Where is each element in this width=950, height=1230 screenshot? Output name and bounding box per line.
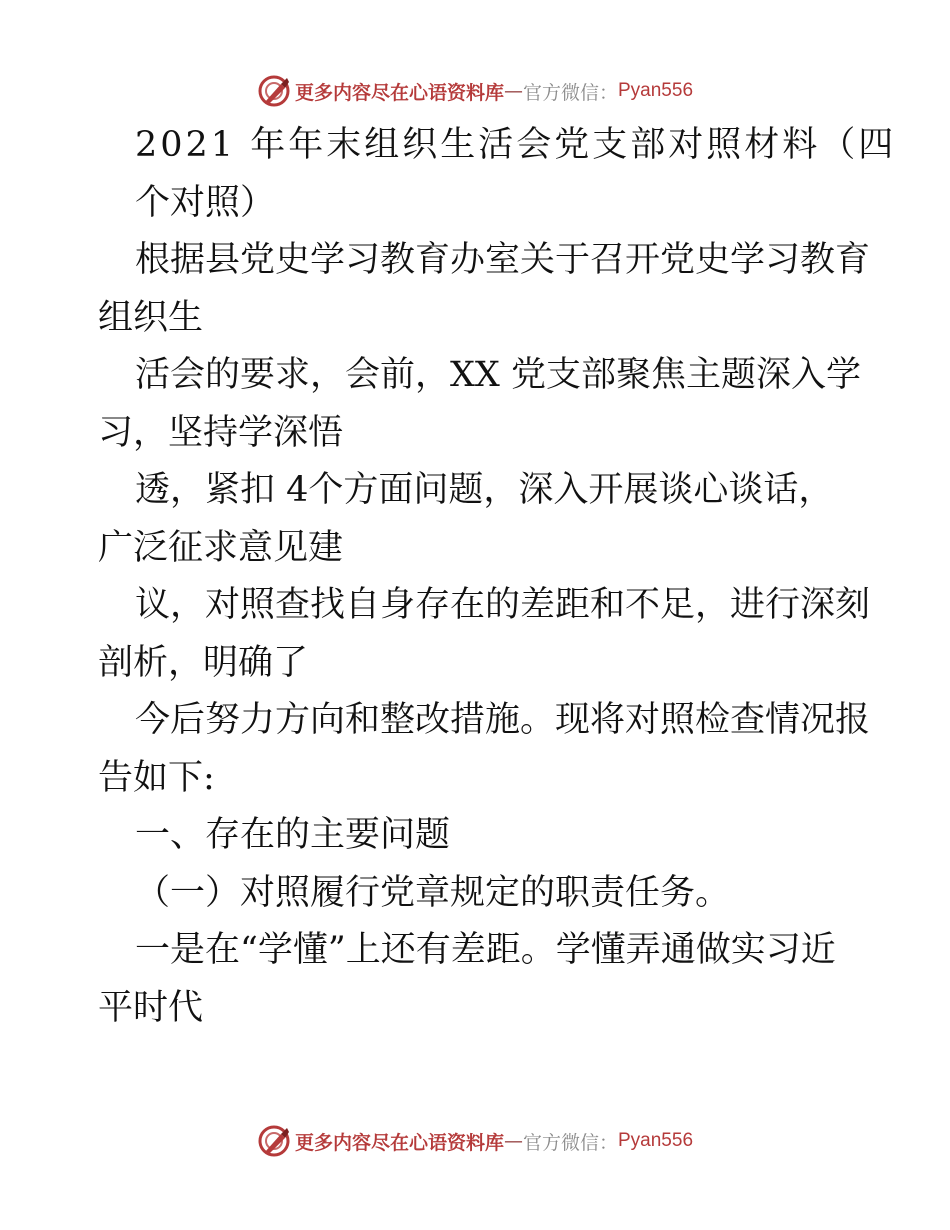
- watermark-wechat-id: Pyan556: [618, 80, 694, 101]
- document-title-line-1: 2021 年年末组织生活会党支部对照材料（四: [135, 125, 897, 165]
- paragraph-line: 透，紧扣 4个方面问题，深入开展谈心谈话，: [135, 470, 834, 510]
- subsection-heading: （一）对照履行党章规定的职责任务。: [135, 872, 731, 913]
- watermark-wechat-label: 官方微信：: [522, 1131, 618, 1154]
- watermark-banner-bottom: [0, 1121, 950, 1161]
- watermark-wechat-label: 官方微信：: [522, 81, 618, 104]
- watermark-separator: —: [503, 1130, 523, 1152]
- paragraph-line: 根据县党史学习教育办室关于召开党史学习教育: [135, 240, 871, 280]
- section-heading: 一、存在的主要问题: [135, 815, 451, 855]
- paragraph-line: 平时代: [98, 987, 204, 1028]
- document-body: [98, 117, 897, 1037]
- paragraph-line: 组织生: [98, 297, 204, 338]
- paragraph-line: 告如下:: [98, 757, 215, 798]
- pen-logo-icon: [257, 1124, 291, 1158]
- watermark-separator: —: [503, 80, 523, 102]
- watermark-wechat-id: Pyan556: [618, 1130, 694, 1151]
- paragraph-line: 议，对照查找自身存在的差距和不足，进行深刻: [135, 585, 871, 625]
- paragraph-line: 今后努力方向和整改措施。现将对照检查情况报: [135, 700, 871, 740]
- document-title-line-2: 个对照）: [135, 182, 276, 223]
- watermark-banner-top: [0, 71, 950, 111]
- paragraph-line: 广泛征求意见建: [98, 527, 344, 568]
- paragraph-line: 活会的要求，会前，XX 党支部聚焦主题深入学: [135, 355, 861, 395]
- watermark-brand-text: 更多内容尽在心语资料库: [294, 81, 504, 104]
- watermark-brand-text: 更多内容尽在心语资料库: [294, 1131, 504, 1154]
- paragraph-line: 习，坚持学深悟: [98, 412, 344, 453]
- pen-logo-icon: [257, 74, 291, 108]
- paragraph-line: 剖析，明确了: [98, 642, 309, 683]
- paragraph-line: 一是在“学懂”上还有差距。学懂弄通做实习近: [135, 930, 836, 970]
